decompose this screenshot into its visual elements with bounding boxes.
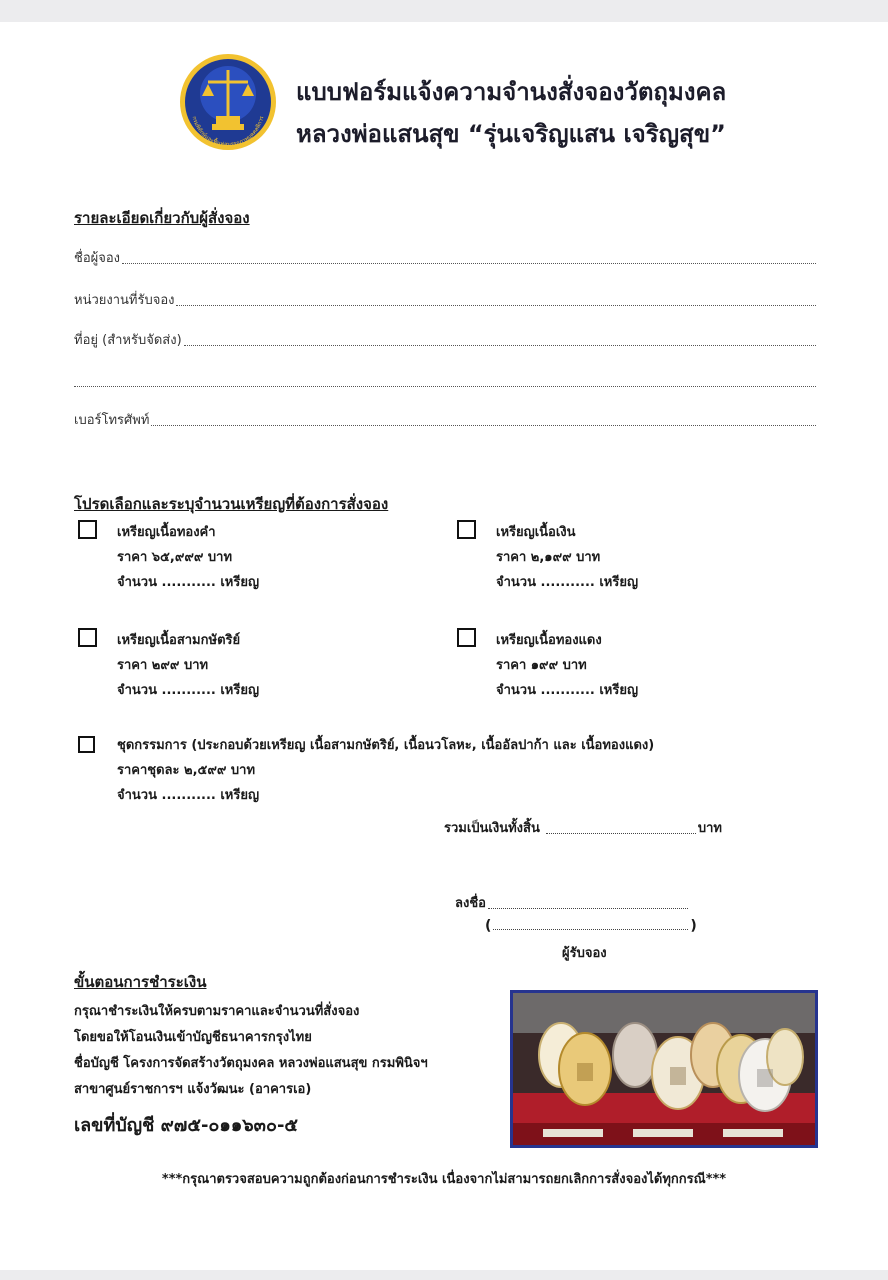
payment-line-4: สาขาศูนย์ราชการฯ แจ้งวัฒนะ (อาคารเอ) — [74, 1082, 312, 1097]
silver-coin-option — [496, 520, 638, 595]
option-qty: จำนวน ........... เหรียญ — [117, 575, 260, 590]
gold-coin-option — [117, 520, 259, 595]
svg-text:กรมพิทักษ์และฟื้นฟูสมรรถภาพบุค: กรมพิทักษ์และฟื้นฟูสมรรถภาพบุคคลพิการ — [190, 115, 266, 149]
phone-label: เบอร์โทรศัพท์ — [74, 413, 150, 428]
option-qty: จำนวน ........... เหรียญ — [117, 788, 260, 803]
form-subtitle: หลวงพ่อแสนสุข “รุ่นเจริญแสน เจริญสุข” — [296, 120, 726, 148]
name-label: ชื่อผู้จอง — [74, 251, 121, 266]
option-price: ราคา ๒๙๙ บาท — [117, 658, 209, 673]
payment-heading: ขั้นตอนการชำระเงิน — [74, 973, 207, 991]
committee-set-option — [117, 733, 654, 808]
total-label: รวมเป็นเงินทั้งสิ้น — [444, 821, 540, 836]
silver-coin-checkbox[interactable] — [457, 520, 476, 539]
option-qty: จำนวน ........... เหรียญ — [496, 575, 639, 590]
footer-warning: ***กรุณาตรวจสอบความถูกต้องก่อนการชำระเงิน เนื่องจากไม่สามารถยกเลิกการสั่งจองได้ทุกกรณี*** — [161, 1172, 727, 1187]
account-number: เลขที่บัญชี ๙๗๕-๐๑๑๖๓๐-๕ — [74, 1115, 299, 1136]
total-blank[interactable] — [546, 833, 696, 834]
coins-photo — [510, 990, 818, 1148]
org-field[interactable] — [74, 288, 816, 310]
three-metal-coin-checkbox[interactable] — [78, 628, 97, 647]
signature-blank[interactable] — [488, 908, 688, 909]
gold-coin-checkbox[interactable] — [78, 520, 97, 539]
phone-field[interactable] — [74, 408, 816, 430]
paren-open: ( — [485, 918, 492, 934]
option-name: เหรียญเนื้อทองคำ — [117, 525, 216, 540]
printed-name-line — [485, 918, 697, 934]
total-unit: บาท — [697, 821, 722, 836]
committee-set-checkbox[interactable] — [78, 736, 95, 753]
grand-total — [444, 817, 722, 838]
payment-line-3: ชื่อบัญชี โครงการจัดสร้างวัตถุมงคล หลวงพ่อแสนสุข กรมพินิจฯ — [74, 1056, 428, 1071]
paren-close: ) — [690, 918, 697, 934]
option-price: ราคา ๒,๑๙๙ บาท — [496, 550, 601, 565]
phone-blank[interactable] — [151, 424, 816, 426]
copper-coin-checkbox[interactable] — [457, 628, 476, 647]
three-metal-coin-option — [117, 628, 259, 703]
option-price: ราคาชุดละ ๒,๕๙๙ บาท — [117, 763, 256, 778]
options-heading: โปรดเลือกและระบุจำนวนเหรียญที่ต้องการสั่งจอง — [74, 495, 389, 513]
payment-line-1: กรุณาชำระเงินให้ครบตามราคาและจำนวนที่สั่งจอง — [74, 1004, 360, 1019]
option-name: เหรียญเนื้อเงิน — [496, 525, 576, 540]
address-field[interactable] — [74, 328, 816, 350]
option-price: ราคา ๑๙๙ บาท — [496, 658, 587, 673]
option-name: เหรียญเนื้อทองแดง — [496, 633, 602, 648]
org-label: หน่วยงานที่รับจอง — [74, 293, 175, 308]
receiver-role: ผู้รับจอง — [562, 946, 607, 961]
form-title: แบบฟอร์มแจ้งความจำนงสั่งจองวัตถุมงคล — [296, 78, 727, 106]
name-field[interactable] — [74, 246, 816, 268]
payment-line-2: โดยขอให้โอนเงินเข้าบัญชีธนาคารกรุงไทย — [74, 1030, 312, 1045]
address-blank[interactable] — [184, 344, 816, 346]
option-qty: จำนวน ........... เหรียญ — [496, 683, 639, 698]
printed-name-blank[interactable] — [493, 929, 688, 930]
option-price: ราคา ๖๕,๙๙๙ บาท — [117, 550, 233, 565]
org-blank[interactable] — [176, 304, 816, 306]
signature-line — [455, 892, 688, 913]
copper-coin-option — [496, 628, 638, 703]
option-qty: จำนวน ........... เหรียญ — [117, 683, 260, 698]
address-label: ที่อยู่ (สำหรับจัดส่ง) — [74, 333, 182, 348]
option-name: ชุดกรรมการ (ประกอบด้วยเหรียญ เนื้อสามกษัตริย์, เนื้อนวโลหะ, เนื้ออัลปาก้า และ เนื้อทองแดง) — [117, 738, 655, 753]
form-sheet — [0, 22, 888, 1270]
sign-label: ลงชื่อ — [455, 896, 486, 911]
address-blank-2[interactable] — [74, 386, 816, 387]
department-logo — [178, 52, 278, 152]
name-blank[interactable] — [122, 262, 816, 264]
orderer-heading: รายละเอียดเกี่ยวกับผู้สั่งจอง — [74, 209, 250, 227]
option-name: เหรียญเนื้อสามกษัตริย์ — [117, 633, 241, 648]
